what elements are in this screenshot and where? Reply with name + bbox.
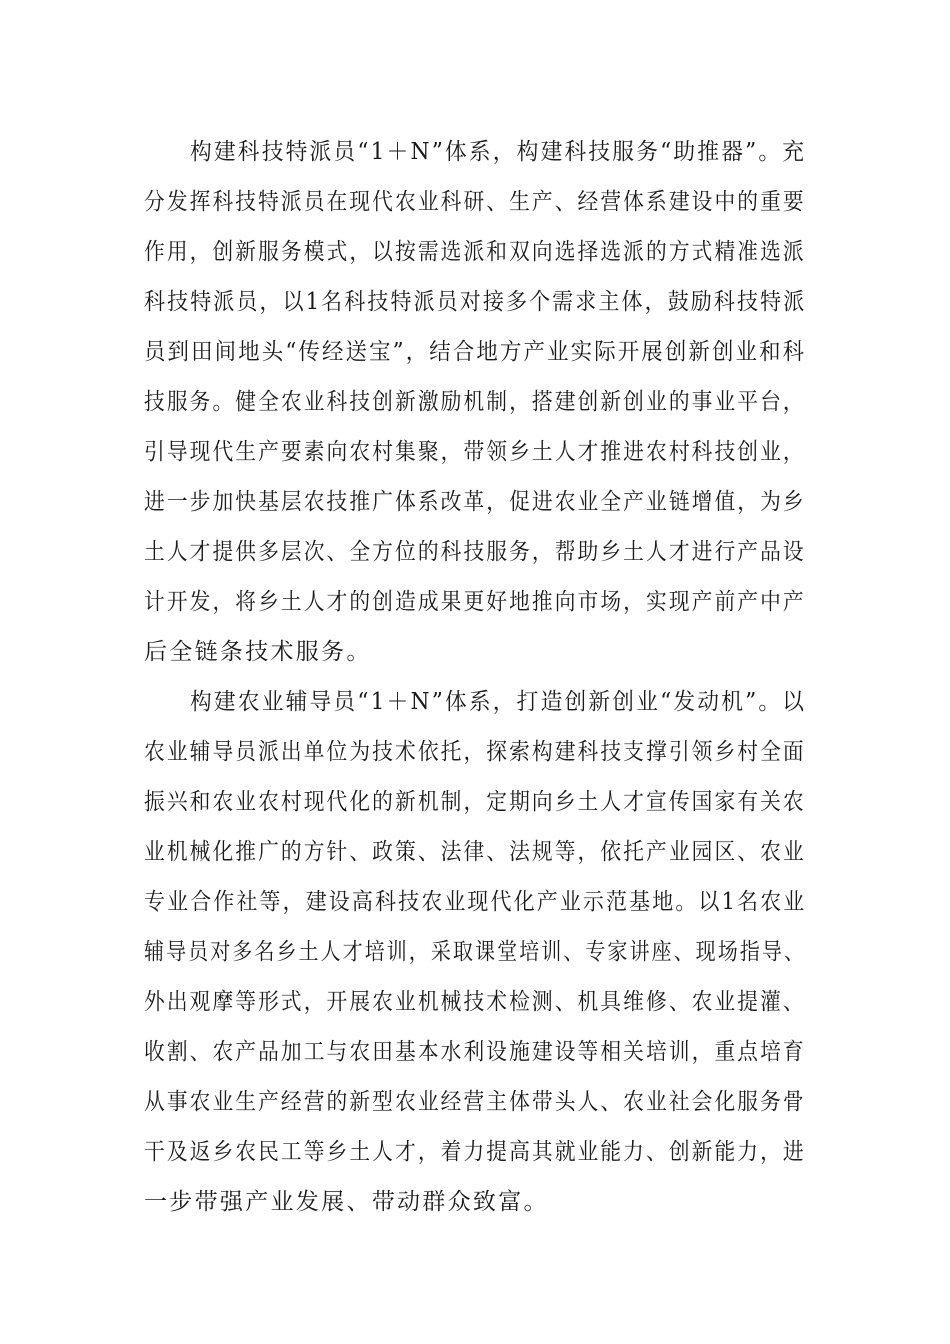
paragraph-1-line-3: 作用，创新服务模式，以按需选派和双向选择选派的方式精准选派 [144,239,806,265]
paragraph-1-line-8: 进一步加快基层农技推广体系改革，促进农业全产业链增值，为乡 [144,489,806,515]
paragraph-1-line-5: 员到田间地头“传经送宝”，结合地方产业实际开展创新创业和科 [144,339,807,365]
paragraph-2-line-11: 一步带强产业发展、带动群众致富。 [144,1189,549,1215]
paragraph-2-line-10: 干及返乡农民工等乡土人才，着力提高其就业能力、创新能力，进 [144,1139,806,1165]
paragraph-2-line-5: 专业合作社等，建设高科技农业现代化产业示范基地。以1名农业 [144,889,807,915]
paragraph-2-line-1: 构建农业辅导员“1＋N”体系，打造创新创业“发动机”。以 [190,689,807,715]
paragraph-1-line-2: 分发挥科技特派员在现代农业科研、生产、经营体系建设中的重要 [144,189,806,215]
paragraph-1-line-11: 后全链条技术服务。 [144,639,372,665]
paragraph-1-line-4: 科技特派员，以1名科技特派员对接多个需求主体，鼓励科技特派 [144,289,807,315]
paragraph-2-line-7: 外出观摩等形式，开展农业机械技术检测、机具维修、农业提灌、 [144,989,806,1015]
paragraph-2-line-2: 农业辅导员派出单位为技术依托，探索构建科技支撑引领乡村全面 [144,739,806,765]
paragraph-2-line-6: 辅导员对多名乡土人才培训，采取课堂培训、专家讲座、现场指导、 [144,939,806,965]
paragraph-2-line-9: 从事农业生产经营的新型农业经营主体带头人、农业社会化服务骨 [144,1089,806,1115]
paragraph-1-line-7: 引导现代生产要素向农村集聚，带领乡土人才推进农村科技创业， [144,439,806,465]
paragraph-1-line-6: 技服务。健全农业科技创新激励机制，搭建创新创业的事业平台， [144,389,806,415]
paragraph-2-line-3: 振兴和农业农村现代化的新机制，定期向乡土人才宣传国家有关农 [144,789,806,815]
paragraph-1-line-10: 计开发，将乡土人才的创造成果更好地推向市场，实现产前产中产 [144,589,806,615]
paragraph-2-line-8: 收割、农产品加工与农田基本水利设施建设等相关培训，重点培育 [144,1039,806,1065]
paragraph-2-line-4: 业机械化推广的方针、政策、法律、法规等，依托产业园区、农业 [144,839,806,865]
paragraph-1-line-9: 土人才提供多层次、全方位的科技服务，帮助乡土人才进行产品设 [144,539,806,565]
paragraph-1-line-1: 构建科技特派员“1＋N”体系，构建科技服务“助推器”。充 [190,139,807,165]
